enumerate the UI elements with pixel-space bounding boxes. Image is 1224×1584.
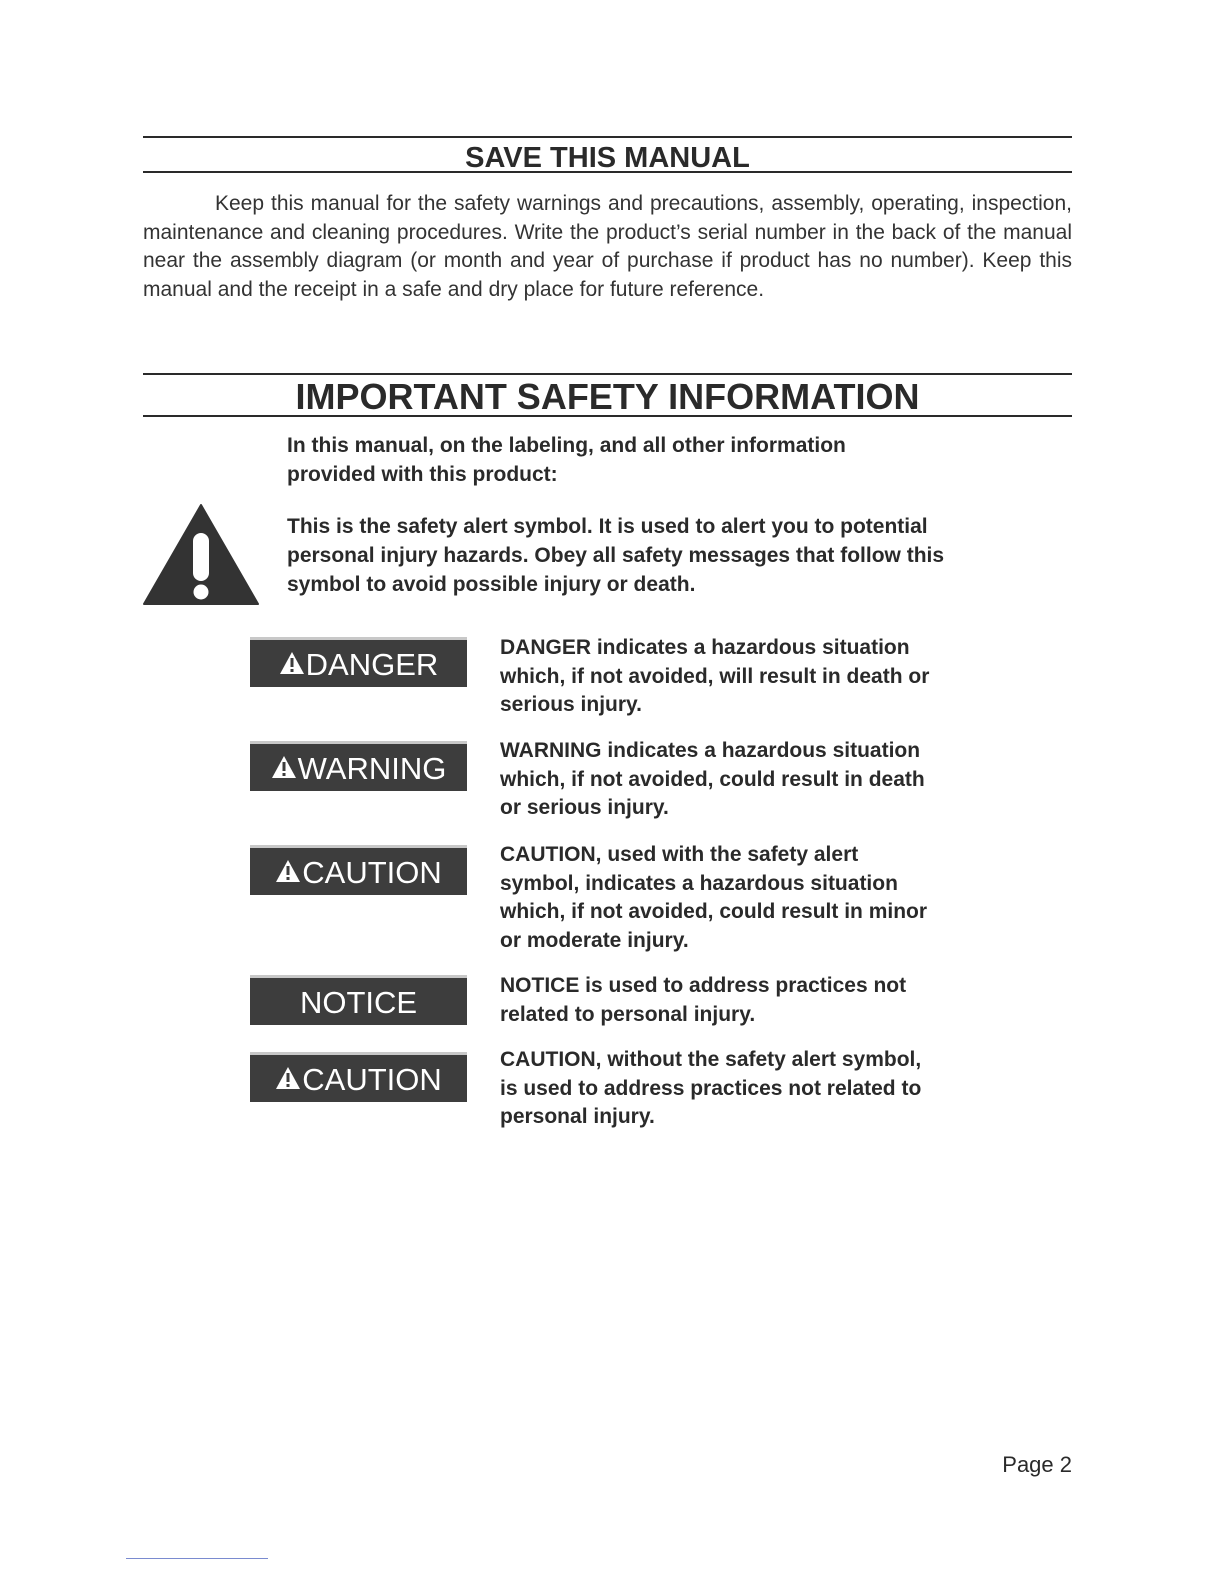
- alert-triangle-icon: [271, 744, 297, 794]
- safety-intro: [287, 431, 1007, 489]
- notice-label-text: NOTICE: [299, 985, 418, 1020]
- caution-description: [500, 841, 1020, 956]
- safety-alert-description: [287, 512, 1057, 599]
- alert-triangle-icon: [275, 848, 301, 898]
- save-manual-heading: [143, 136, 1072, 173]
- alert-triangle-icon: [279, 640, 305, 690]
- description-line: CAUTION, used with the safety alert: [500, 843, 859, 866]
- safety-info-title: IMPORTANT SAFETY INFORMATION: [295, 376, 920, 417]
- description-line: or serious injury.: [500, 796, 669, 820]
- notice-description: [500, 972, 1020, 1029]
- safety-intro-line: provided with this product:: [287, 463, 558, 486]
- safety-info-heading: [143, 373, 1072, 417]
- warning-label: [250, 741, 467, 791]
- description-line: personal injury.: [500, 1105, 655, 1129]
- description-line: which, if not avoided, could result in death: [500, 767, 925, 791]
- save-manual-body: Keep this manual for the safety warnings and precautions, assembly, operating, inspection, maintenance and cleaning procedures. Write the product’s serial number in the back of the manual near the assembly diagram (or month and year of purchase if product has no number). Keep this manual and the receipt in a safe and dry place for future reference.: [143, 192, 1072, 301]
- description-line: symbol, indicates a hazardous situation: [500, 871, 898, 895]
- description-line: related to personal injury.: [500, 1002, 756, 1026]
- notice-label: [250, 975, 467, 1025]
- description-line: NOTICE is used to address practices not: [500, 974, 907, 997]
- caution-no-symbol-description: [500, 1046, 1020, 1132]
- description-line: DANGER indicates a hazardous situation: [500, 636, 910, 659]
- save-manual-title: SAVE THIS MANUAL: [465, 142, 750, 174]
- description-line: is used to address practices not related to: [500, 1076, 922, 1100]
- caution-label: [250, 845, 467, 895]
- description-line: or moderate injury.: [500, 929, 689, 953]
- description-line: which, if not avoided, could result in minor: [500, 900, 928, 924]
- safety-alert-line: symbol to avoid possible injury or death.: [287, 573, 696, 596]
- danger-description: [500, 634, 1020, 720]
- safety-alert-line: personal injury hazards. Obey all safety messages that follow this: [287, 544, 945, 567]
- warning-description: [500, 737, 1020, 823]
- safety-intro-line: In this manual, on the labeling, and all other information: [287, 434, 846, 457]
- caution-no-symbol-label-text: CAUTION: [302, 1062, 442, 1097]
- description-line: CAUTION, without the safety alert symbol,: [500, 1048, 922, 1071]
- description-line: which, if not avoided, will result in death or: [500, 664, 930, 688]
- safety-alert-triangle-icon: [142, 503, 260, 606]
- danger-label: [250, 637, 467, 687]
- description-line: WARNING indicates a hazardous situation: [500, 739, 921, 762]
- page-number: Page 2: [1002, 1452, 1072, 1477]
- safety-alert-line: This is the safety alert symbol. It is used to alert you to potential: [287, 515, 928, 538]
- caution-no-symbol-label: [250, 1052, 467, 1102]
- description-line: serious injury.: [500, 693, 642, 717]
- caution-label-text: CAUTION: [302, 855, 442, 890]
- warning-label-text: WARNING: [297, 751, 447, 786]
- save-manual-paragraph: [143, 190, 1072, 304]
- footer-divider: [126, 1558, 268, 1559]
- alert-triangle-icon: [275, 1055, 301, 1105]
- danger-label-text: DANGER: [305, 647, 439, 682]
